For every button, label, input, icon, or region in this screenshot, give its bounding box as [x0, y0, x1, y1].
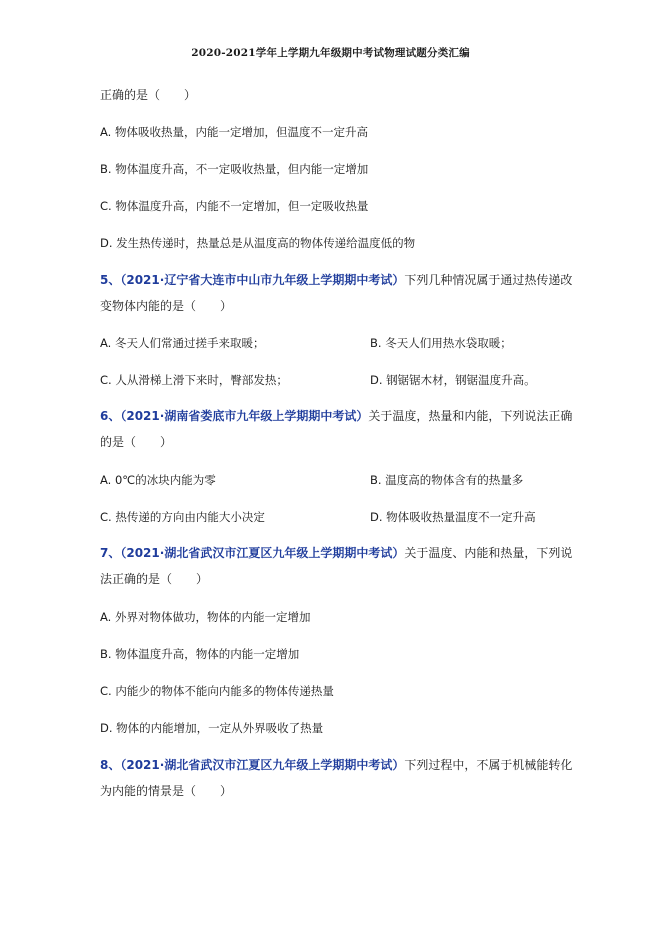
q8-stem-line2: 为内能的情景是（ ）	[100, 784, 233, 798]
q6-text-1: 关于温度，热量和内能，下列说法正确	[368, 409, 573, 423]
q4-option-a: A. 物体吸收热量，内能一定增加，但温度不一定升高	[100, 125, 368, 139]
q7-option-b: B. 物体温度升高，物体的内能一定增加	[100, 647, 300, 661]
q5-option-a: A. 冬天人们常通过搓手来取暖；	[100, 336, 265, 350]
q6-number: 6、	[100, 409, 121, 423]
q5-option-c: C. 人从滑梯上滑下来时，臀部发热；	[100, 373, 288, 387]
q5-stem-line2: 变物体内能的是（ ）	[100, 299, 233, 313]
q7-number: 7、	[100, 546, 121, 560]
q7-text-1: 关于温度、内能和热量，下列说	[404, 546, 573, 560]
q7-option-d: D. 物体的内能增加，一定从外界吸收了热量	[100, 721, 324, 735]
q6-option-c: C. 热传递的方向由内能大小决定	[100, 510, 265, 524]
q5-number: 5、	[100, 273, 121, 287]
q7-option-c: C. 内能少的物体不能向内能多的物体传递热量	[100, 684, 334, 698]
q5-text-1: 下列几种情况属于通过热传递改	[404, 273, 573, 287]
q4-option-b: B. 物体温度升高，不一定吸收热量，但内能一定增加	[100, 162, 369, 176]
page-header: 2020-2021学年上学期九年级期中考试物理试题分类汇编	[191, 47, 470, 59]
q5-option-b: B. 冬天人们用热水袋取暖；	[370, 336, 512, 350]
q7-option-a: A. 外界对物体做功，物体的内能一定增加	[100, 610, 311, 624]
q7-stem-line1	[100, 546, 572, 560]
q7-stem-line2: 法正确的是（ ）	[100, 572, 209, 586]
q8-source: （2021·湖北省武汉市江夏区九年级上学期期中考试）	[120, 758, 405, 772]
q6-option-d: D. 物体吸收热量温度不一定升高	[370, 510, 536, 524]
q6-option-a: A. 0℃的冰块内能为零	[100, 473, 216, 487]
q5-option-d: D. 钢锯锯木材，钢锯温度升高。	[370, 373, 536, 387]
q7-source: （2021·湖北省武汉市江夏区九年级上学期期中考试）	[120, 546, 405, 560]
q4-stem-end: 正确的是（ ）	[100, 88, 197, 102]
q5-source: （2021·辽宁省大连市中山市九年级上学期期中考试）	[120, 273, 405, 287]
q6-stem-line2: 的是（ ）	[100, 435, 173, 449]
q4-option-c: C. 物体温度升高，内能不一定增加，但一定吸收热量	[100, 199, 369, 213]
q8-number: 8、	[100, 758, 121, 772]
q4-option-d: D. 发生热传递时，热量总是从温度高的物体传递给温度低的物	[100, 236, 416, 250]
q8-text-1: 下列过程中，不属于机械能转化	[404, 758, 573, 772]
q5-stem-line1	[100, 273, 572, 287]
q6-stem-line1	[100, 409, 572, 423]
q6-option-b: B. 温度高的物体含有的热量多	[370, 473, 524, 487]
q6-source: （2021·湖南省娄底市九年级上学期期中考试）	[120, 409, 369, 423]
q8-stem-line1	[100, 758, 572, 772]
